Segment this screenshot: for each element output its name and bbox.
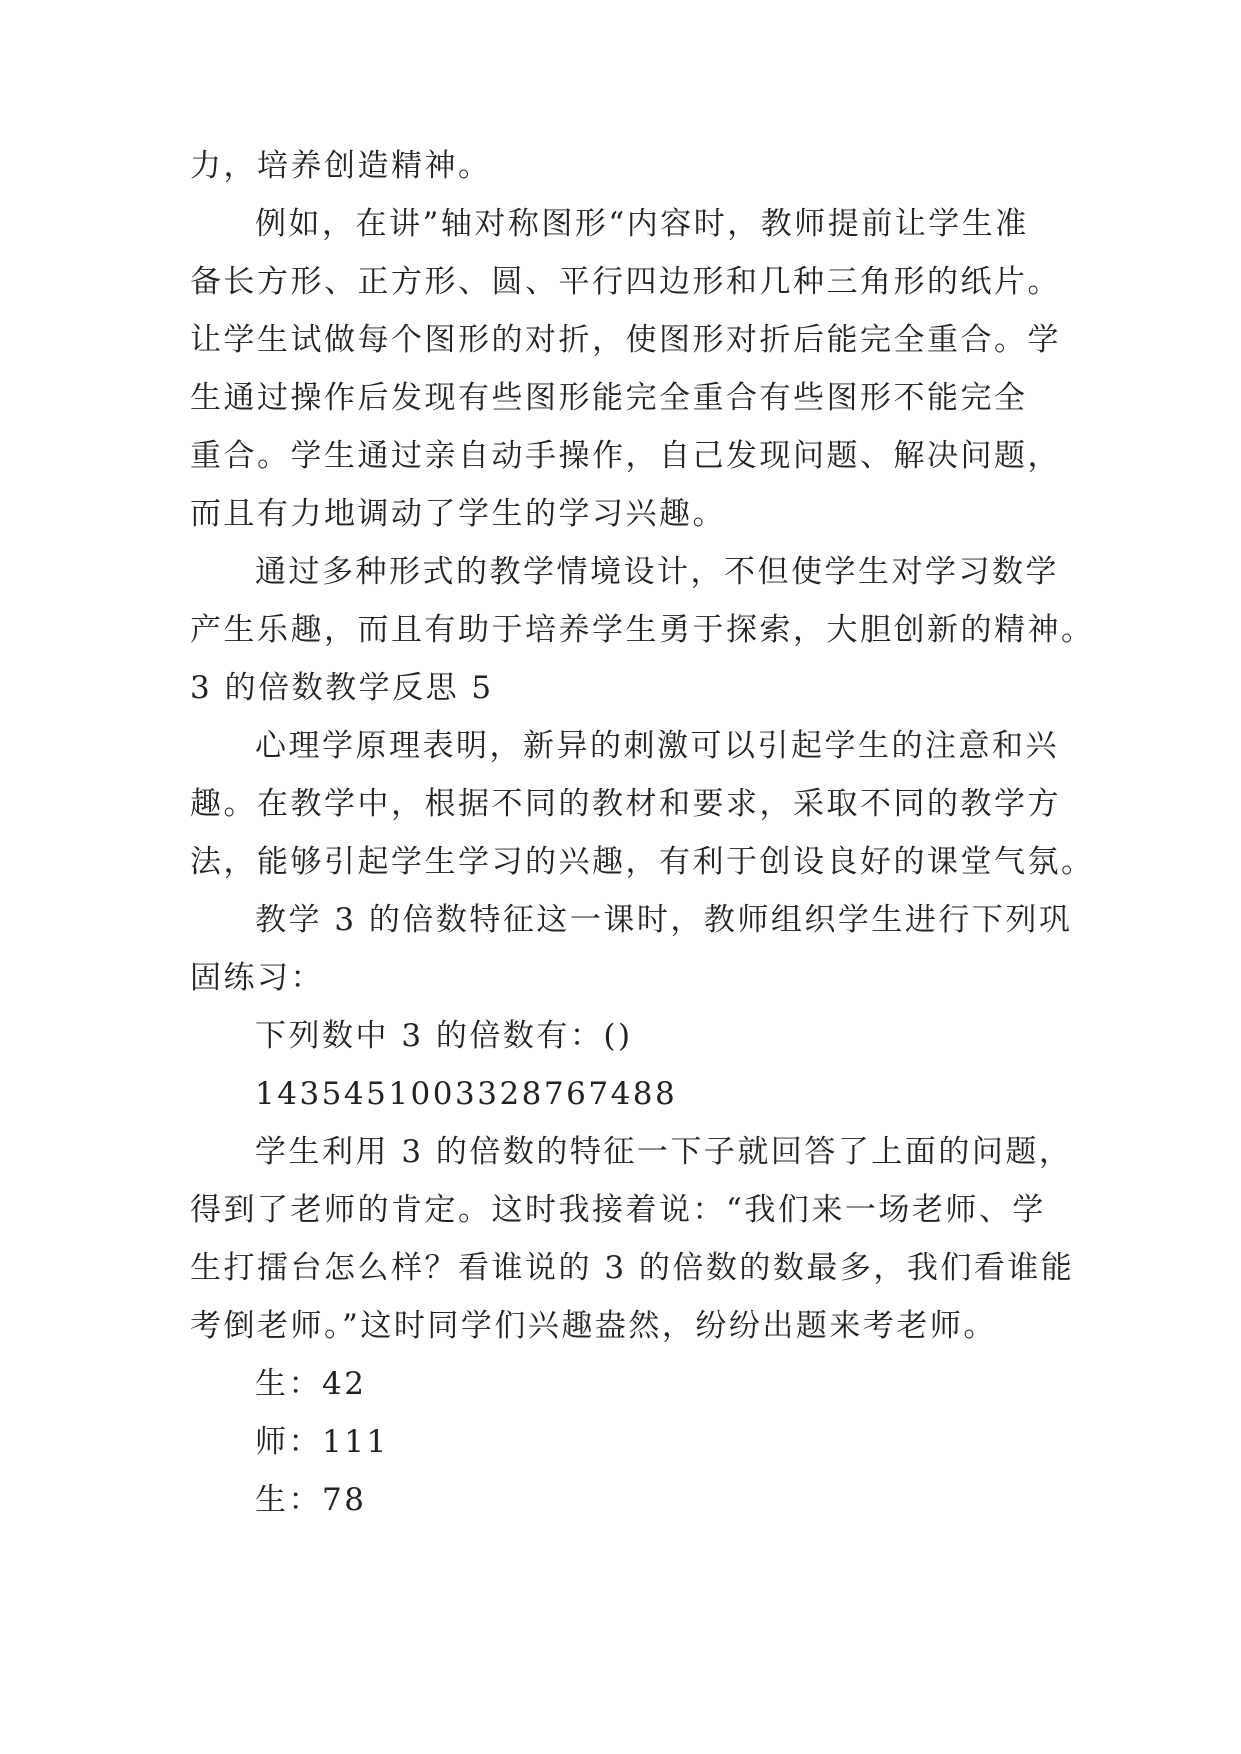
paragraph-line: 备长方形、正方形、圆、平行四边形和几种三角形的纸片。 xyxy=(190,264,1061,300)
paragraph-line: 教学 3 的倍数特征这一课时，教师组织学生进行下列巩 xyxy=(255,902,1073,938)
paragraph-line: 学生利用 3 的倍数的特征一下子就回答了上面的问题， xyxy=(255,1134,1073,1170)
dialogue-line: 师：111 xyxy=(255,1424,389,1460)
paragraph-line: 心理学原理表明，新异的刺激可以引起学生的注意和兴 xyxy=(255,728,1059,764)
paragraph-line: 得到了老师的肯定。这时我接着说：“我们来一场老师、学 xyxy=(190,1192,1046,1228)
paragraph-line: 力，培养创造精神。 xyxy=(190,148,492,184)
paragraph-line: 趣。在教学中，根据不同的教材和要求，采取不同的教学方 xyxy=(190,786,1061,822)
paragraph-line: 法，能够引起学生学习的兴趣，有利于创设良好的课堂气氛。 xyxy=(190,844,1095,880)
paragraph-line: 而且有力地调动了学生的学习兴趣。 xyxy=(190,496,726,532)
paragraph-line: 生打擂台怎么样？看谁说的 3 的倍数的数最多，我们看谁能 xyxy=(190,1250,1075,1286)
paragraph-line: 考倒老师。”这时同学们兴趣盎然，纷纷出题来考老师。 xyxy=(190,1308,997,1344)
dialogue-line: 生：42 xyxy=(255,1366,367,1402)
paragraph-line: 让学生试做每个图形的对折，使图形对折后能完全重合。学 xyxy=(190,322,1061,358)
paragraph-line: 生通过操作后发现有些图形能完全重合有些图形不能完全 xyxy=(190,380,1028,416)
exercise-question: 下列数中 3 的倍数有：() xyxy=(255,1018,633,1054)
paragraph-line: 通过多种形式的教学情境设计，不但使学生对学习数学 xyxy=(255,554,1059,590)
paragraph-line: 产生乐趣，而且有助于培养学生勇于探索，大胆创新的精神。 xyxy=(190,612,1095,648)
paragraph-line: 重合。学生通过亲自动手操作，自己发现问题、解决问题， xyxy=(190,438,1061,474)
dialogue-line: 生：78 xyxy=(255,1482,367,1518)
paragraph-line: 固练习： xyxy=(190,960,324,996)
exercise-numbers: 1435451003328767488 xyxy=(255,1076,678,1112)
paragraph-line: 例如，在讲”轴对称图形“内容时，教师提前让学生准 xyxy=(255,206,1029,242)
section-heading: 3 的倍数教学反思 5 xyxy=(190,670,494,706)
